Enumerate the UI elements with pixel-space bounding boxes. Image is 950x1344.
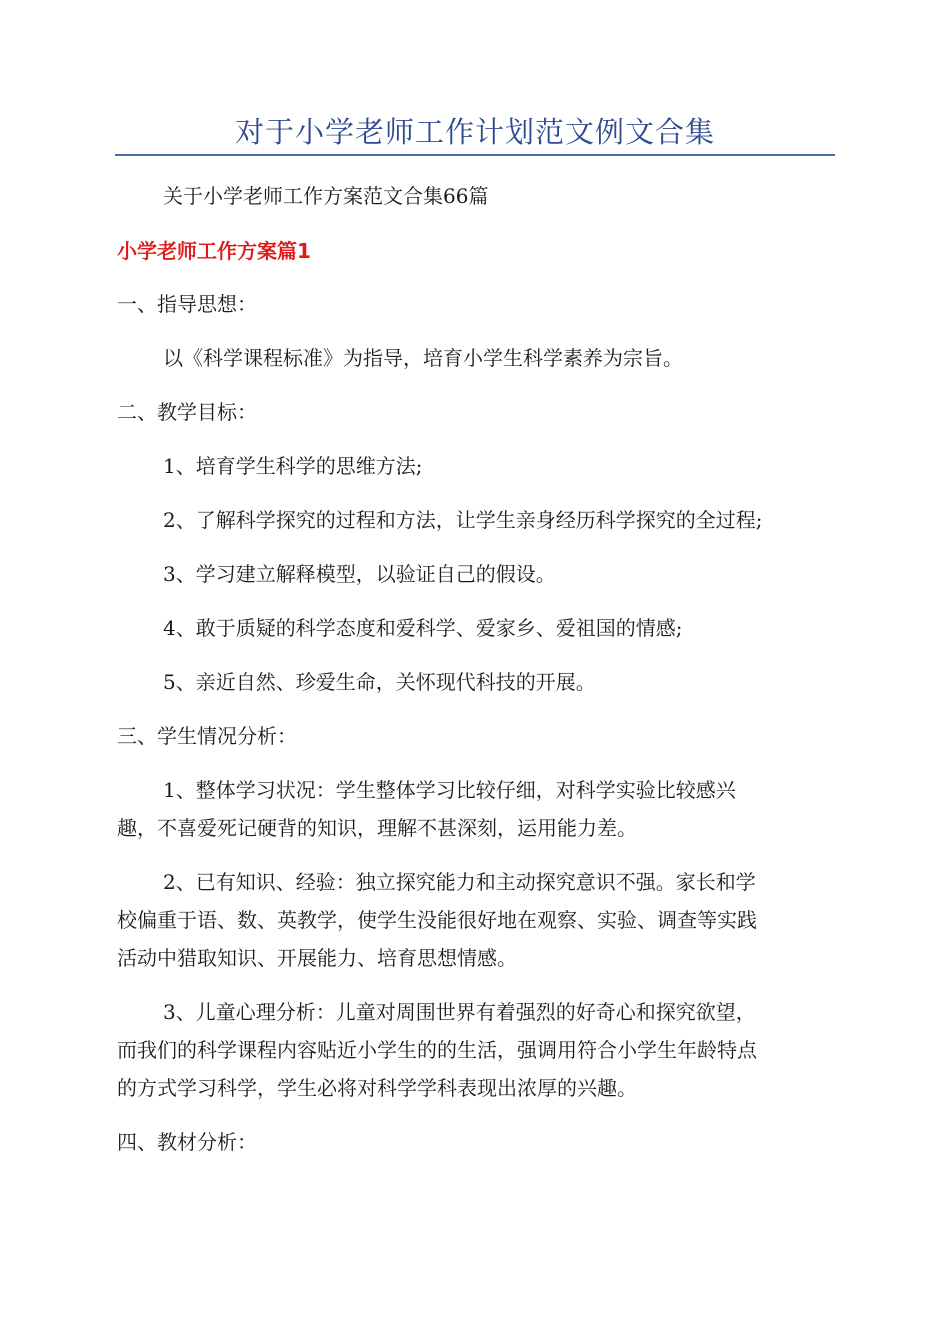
paragraph-line: 3、儿童心理分析：儿童对周围世界有着强烈的好奇心和探究欲望， <box>163 1000 756 1024</box>
paragraph-line: 的方式学习科学，学生必将对科学学科表现出浓厚的兴趣。 <box>117 1076 637 1100</box>
heading-textbook-analysis: 四、教材分析： <box>117 1130 257 1154</box>
list-item: 3、学习建立解释模型，以验证自己的假设。 <box>163 562 556 586</box>
list-item: 1、培育学生科学的思维方法; <box>163 454 423 478</box>
heading-teaching-goals: 二、教学目标： <box>117 400 257 424</box>
heading-guiding-ideology: 一、指导思想： <box>117 292 257 316</box>
document-title: 对于小学老师工作计划范文例文合集 <box>234 115 715 149</box>
paragraph-line: 1、整体学习状况：学生整体学习比较仔细，对科学实验比较感兴 <box>163 778 736 802</box>
paragraph-line: 活动中猎取知识、开展能力、培育思想情感。 <box>117 946 517 970</box>
section-heading: 小学老师工作方案篇1 <box>117 239 311 263</box>
paragraph-line: 校偏重于语、数、英教学，使学生没能很好地在观察、实验、调查等实践 <box>117 908 757 932</box>
paragraph-guiding-ideology: 以《科学课程标准》为指导，培育小学生科学素养为宗旨。 <box>163 346 683 370</box>
paragraph-line: 而我们的科学课程内容贴近小学生的的生活，强调用符合小学生年龄特点 <box>117 1038 757 1062</box>
list-item: 2、了解科学探究的过程和方法，让学生亲身经历科学探究的全过程; <box>163 508 763 532</box>
title-underline <box>115 154 835 156</box>
heading-student-analysis: 三、学生情况分析： <box>117 724 297 748</box>
list-item: 5、亲近自然、珍爱生命，关怀现代科技的开展。 <box>163 670 596 694</box>
paragraph-line: 趣，不喜爱死记硬背的知识，理解不甚深刻，运用能力差。 <box>117 816 637 840</box>
paragraph-line: 2、已有知识、经验：独立探究能力和主动探究意识不强。家长和学 <box>163 870 756 894</box>
list-item: 4、敢于质疑的科学态度和爱科学、爱家乡、爱祖国的情感; <box>163 616 683 640</box>
document-subtitle: 关于小学老师工作方案范文合集66篇 <box>163 184 489 208</box>
